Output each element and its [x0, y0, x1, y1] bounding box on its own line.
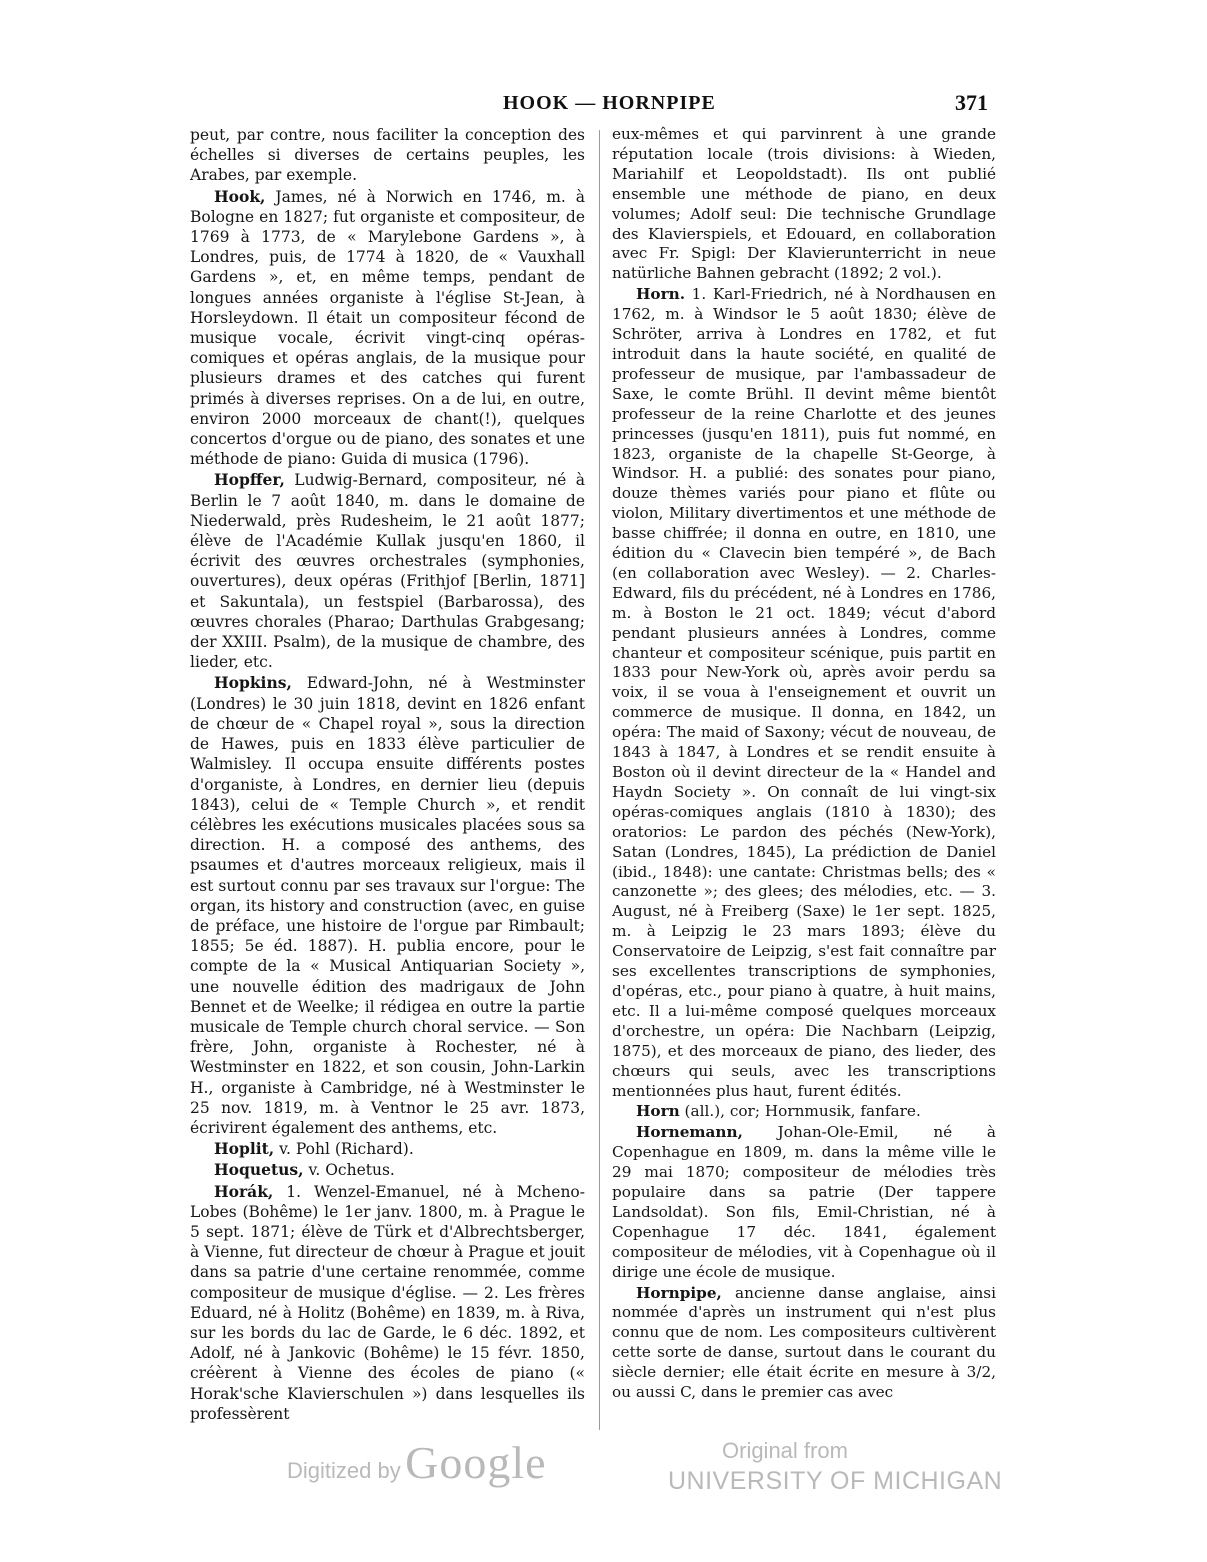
entry-text: Ludwig-Bernard, compositeur, né à Berlin le 7 août 1840, m. dans le domaine de Niederwald, près Rudesheim, le 21 août 1877; élève de l'Académie Kullak jusqu'en 1860, il écrivit des œuvres orchestrales (symphonies, ouvertures), deux opéras (Frithjof [Berlin, 1871] et Sakuntala), un festspiel (Barbarossa), des œuvres chorales (Pharao; Darthulas Grabgesang; der XXIII. Psalm), de la musique de chambre, des lieder, etc. [190, 471, 585, 672]
digitized-by-watermark [287, 1436, 547, 1489]
running-head: HOOK — HORNPIPE [503, 92, 716, 114]
entry-text: Johan-Ole-Emil, né à Copenhague en 1809, m. dans la même ville le 29 mai 1870; compositeur de mélodies très populaire dans sa patrie (Der tappere Landsoldat). Son fils, Emil-Christian, né à Copenhague 17 déc. 1841, également compositeur de mélodies, vit à Copenhague où il dirige une école de musique. [612, 1123, 996, 1281]
entry-paragraph [612, 1102, 996, 1122]
entry-paragraph [190, 470, 585, 672]
entry-headword: Hoquetus, [214, 1160, 304, 1180]
entry-paragraph [190, 125, 585, 186]
entry-headword: Hopffer, [214, 470, 285, 490]
entry-headword: Hopkins, [214, 673, 292, 693]
right-column [612, 125, 996, 1403]
entry-headword: Hook, [214, 186, 266, 206]
entry-text: James, né à Norwich en 1746, m. à Bologne en 1827; fut organiste et compositeur, de 1769 à 1773, de « Marylebone Gardens », à Londres, puis, de 1774 à 1820, de « Vauxhall Gardens », et, en même temps, pendant de longues années organiste à l'église St-Jean, à Horsleydown. Il était un compositeur fécond de musique vocale, écrivit vingt-cinq opéras-comiques et opéras anglais, de la musique pour plusieurs drames et des catches qui furent primés à diverses reprises. On a de lui, en outre, environ 2000 morceaux de chant(!), quelques concertos d'orgue ou de piano, des sonates et une méthode de piano: Guida di musica (1796). [190, 187, 585, 469]
entry-paragraph [612, 1123, 996, 1282]
entry-text: v. Pohl (Richard). [274, 1140, 414, 1159]
entry-text: v. Ochetus. [303, 1161, 395, 1180]
google-logo: Google [405, 1437, 547, 1488]
entry-paragraph [612, 1284, 996, 1403]
entry-paragraph [190, 673, 585, 1138]
entry-text: 1. Karl-Friedrich, né à Nordhausen en 1762, m. à Windsor le 5 août 1830; élève de Schröter, arriva à Londres en 1782, et fut introduit dans la haute société, en qualité de professeur de musique, par l'ambassadeur de Saxe, le comte Brühl. Il devint même bientôt professeur de la reine Charlotte et des jeunes princesses (jusqu'en 1811), puis fut nommé, en 1823, organiste de la chapelle St-George, à Windsor. H. a publié: des sonates pour piano, douze thèmes variés pour piano et flûte ou violon, Military divertimentos et une méthode de basse chiffrée; il donna en outre, en 1810, une édition du « Clavecin bien tempéré », de Bach (en collaboration avec Wesley). — 2. Charles-Edward, fils du précédent, né à Londres en 1786, m. à Boston le 21 oct. 1849; vécut d'abord pendant plusieurs années à Londres, comme chanteur et compositeur scénique, puis partit en 1833 pour New-York où, après avoir perdu sa voix, il se voua à l'enseignement et ouvrit un commerce de musique. Il donna, en 1842, un opéra: The maid of Saxony; vécut de nouveau, de 1843 à 1847, à Londres et se rendit ensuite à Boston où il devint directeur de la « Handel and Haydn Society ». On connaît de lui vingt-six opéras-comiques anglais (1810 à 1830); des oratorios: Le pardon des péchés (New-York), Satan (Londres, 1845), La prédiction de Daniel (ibid., 1848): une cantate: Christmas bells; des « canzonette »; des glees; des mélodies, etc. — 3. August, né à Freiberg (Saxe) le 1er sept. 1825, m. à Leipzig le 23 mars 1893; élève du Conservatoire de Leipzig, s'est fait connaître par ses excellentes transcriptions de symphonies, d'opéras, etc., pour piano à quatre, à huit mains, etc. Il a lui-même composé quelques morceaux d'orchestre, un opéra: Die Nachbarn (Leipzig, 1875), et des morceaux de piano, des lieder, des chœurs qui seuls, avec les transcriptions mentionnées plus haut, furent édités. [612, 285, 996, 1100]
column-divider [599, 130, 600, 1430]
entry-text: Edward-John, né à Westminster (Londres) le 30 juin 1818, devint en 1826 enfant de chœur de « Chapel royal », sous la direction de Hawes, puis en 1833 élève particulier de Walmisley. Il occupa ensuite différents postes d'organiste, à Londres, en dernier lieu (depuis 1843), celui de « Temple Church », et rendit célèbres les exécutions musicales placées sous sa direction. H. a composé des anthems, des psaumes et d'autres morceaux religieux, mais il est surtout connu par ses travaux sur l'orgue: The organ, its history and construction (avec, en guise de préface, une histoire de l'orgue par Rimbault; 1855; 5e éd. 1887). H. publia encore, pour le compte de la « Musical Antiquarian Society », une nouvelle édition des madrigaux de John Bennet et de Weelke; il rédigea en outre la partie musicale de Temple church choral service. — Son frère, John, organiste à Rochester, né à Westminster en 1822, et son cousin, John-Larkin H., organiste à Cambridge, né à Westminster le 25 nov. 1819, m. à Ventnor le 25 avr. 1873, écrivirent également des anthems, etc. [190, 674, 585, 1137]
entry-headword: Horák, [214, 1181, 274, 1201]
entry-text: (all.), cor; Hornmusik, fanfare. [679, 1102, 921, 1121]
entry-text: 1. Wenzel-Emanuel, né à Mcheno-Lobes (Bohême) le 1er janv. 1800, m. à Prague le 5 sept. 1871; élève de Türk et d'Albrechtsberger, à Vienne, fut directeur de chœur à Prague et jouit dans sa patrie d'une certaine renommée, comme compositeur de musique d'église. — 2. Les frères Eduard, né à Holitz (Bohême) en 1839, m. à Riva, sur les bords du lac de Garde, le 6 déc. 1892, et Adolf, né à Jankovic (Bohême) le 15 févr. 1850, créèrent à Vienne des écoles de piano (« Horak'sche Klavierschulen ») dans lesquelles ils professèrent [190, 1182, 585, 1423]
entry-headword: Horn. [636, 285, 686, 304]
entry-paragraph [190, 1182, 585, 1424]
entry-paragraph [612, 285, 996, 1101]
university-label: UNIVERSITY OF MICHIGAN [668, 1467, 1003, 1495]
entry-paragraph [190, 1160, 585, 1180]
entry-headword: Hornemann, [636, 1123, 743, 1142]
entry-text: ancienne danse anglaise, ainsi nommée d'après un instrument qui n'est plus connu que de nom. Les compositeurs cultivèrent cette sorte de danse, surtout dans le courant du siècle dernier; elle était écrite en mesure à 3/2, ou aussi C, dans le premier cas avec [612, 1283, 996, 1402]
entry-headword: Hoplit, [214, 1139, 275, 1159]
left-column [190, 125, 585, 1424]
entry-headword: Hornpipe, [636, 1283, 722, 1302]
page-number: 371 [955, 90, 988, 115]
entry-paragraph [612, 125, 996, 284]
original-from-label: Original from [722, 1438, 848, 1463]
entry-headword: Horn [636, 1102, 680, 1121]
entry-paragraph [190, 1139, 585, 1159]
entry-text: eux-mêmes et qui parvinrent à une grande réputation locale (trois divisions: à Wieden, Mariahilf et Leopoldstadt). Ils ont publié ensemble une méthode de piano, en deux volumes; Adolf seul: Die technische Grundlage des Klavierspiels, et Edouard, en collaboration avec Fr. Spigl: Der Klavierunterricht in neue natürliche Bahnen gebracht (1892; 2 vol.). [612, 125, 996, 283]
entry-paragraph [190, 187, 585, 470]
digitized-prefix: Digitized by [287, 1458, 401, 1483]
entry-text: peut, par contre, nous faciliter la conception des échelles si diverses de certains peuples, les Arabes, par exemple. [190, 126, 585, 185]
